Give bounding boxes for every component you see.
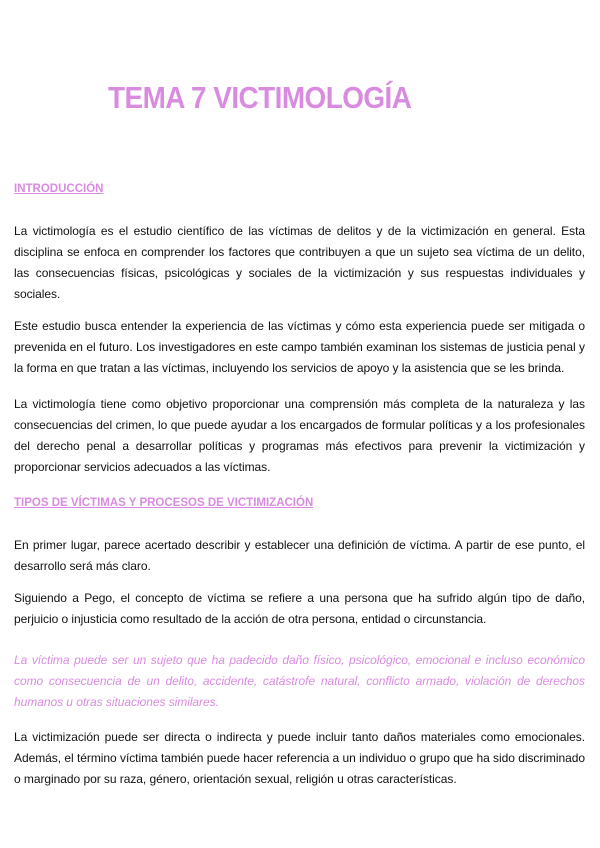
paragraph: La victimización puede ser directa o indirecta y puede incluir tanto daños materiales como emocionales. Además, el término víctima también puede hacer referencia a un individuo o grupo que ha sido discriminado o marginado por su raza, género, orientación sexual, religión u otras características. (14, 730, 585, 786)
paragraph: Este estudio busca entender la experiencia de las víctimas y cómo esta experiencia puede ser mitigada o prevenida en el futuro. Los investigadores en este campo también examinan los sistemas de justicia penal y la forma en que tratan a las víctimas, incluyendo los servicios de apoyo y la asistencia que se les brinda. (14, 319, 585, 375)
paragraph: La victimología tiene como objetivo proporcionar una comprensión más completa de la naturaleza y las consecuencias del crimen, lo que puede ayudar a los encargados de formular políticas y a los profesionales del derecho penal a desarrollar políticas y programas más efectivos para prevenir la victimización y proporcionar servicios adecuados a las víctimas. (14, 397, 585, 474)
paragraph: En primer lugar, parece acertado describir y establecer una definición de víctima. A partir de ese punto, el desarrollo será más claro. (14, 538, 585, 573)
section-heading-introduccion: INTRODUCCIÓN (14, 183, 104, 195)
section-heading-tipos-de-victimas: TIPOS DE VÍCTIMAS Y PROCESOS DE VICTIMIZACIÓN (14, 497, 314, 509)
quote-paragraph: La víctima puede ser un sujeto que ha padecido daño físico, psicológico, emocional e incluso económico como consecuencia de un delito, accidente, catástrofe natural, conflicto armado, violación de derechos humanos u otras situaciones similares. (14, 653, 585, 709)
paragraph: Siguiendo a Pego, el concepto de víctima se refiere a una persona que ha sufrido algún tipo de daño, perjuicio o injusticia como resultado de la acción de otra persona, entidad o circunstancia. (14, 591, 585, 626)
document-title: TEMA 7 VICTIMOLOGÍA (108, 80, 412, 115)
paragraph: La victimología es el estudio científico de las víctimas de delitos y de la victimización en general. Esta disciplina se enfoca en comprender los factores que contribuyen a que un sujeto sea víctima de un delito, las consecuencias físicas, psicológicas y sociales de la victimización y sus respuestas individuales y sociales. (14, 224, 585, 301)
